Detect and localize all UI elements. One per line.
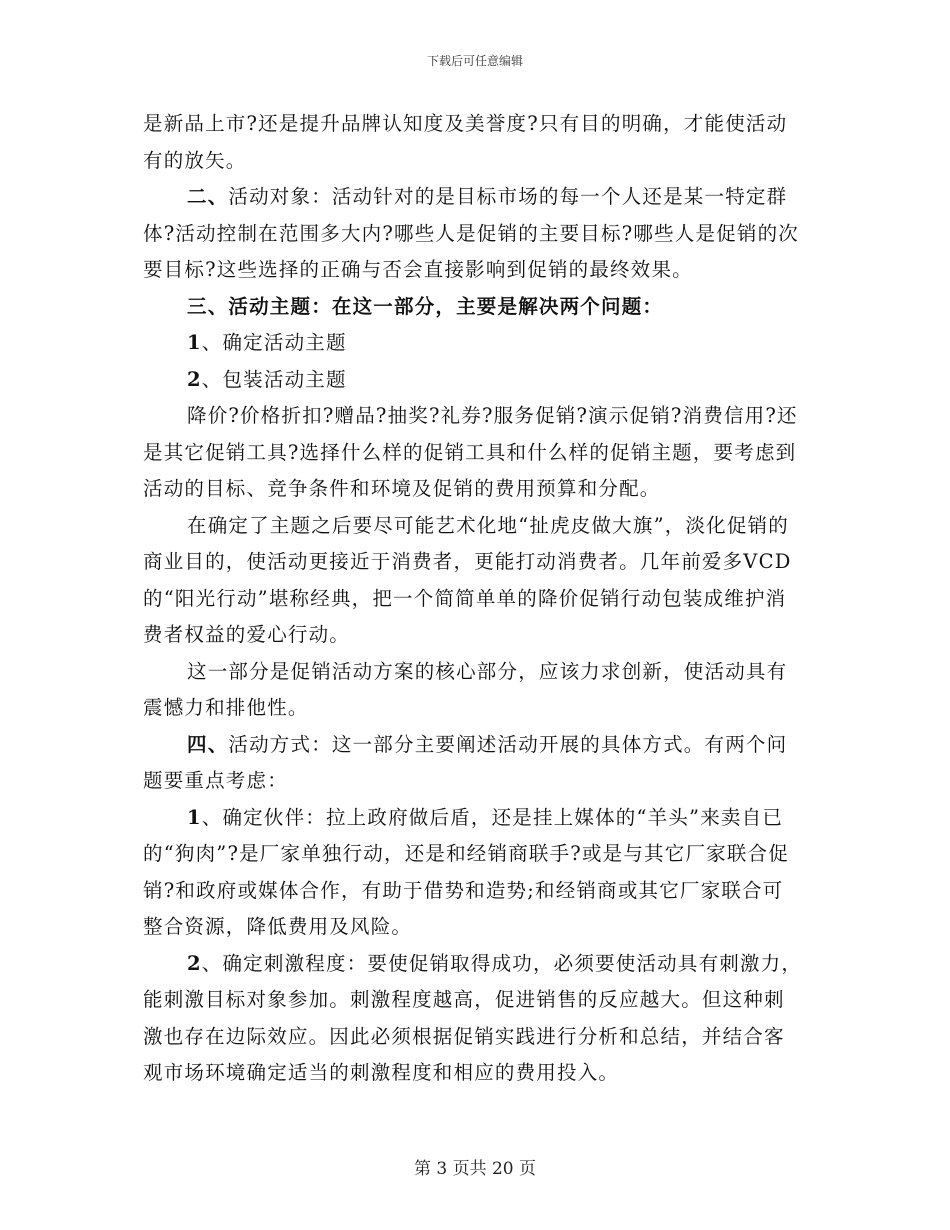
paragraph-artistic-theme: 在确定了主题之后要尽可能艺术化地“扯虎皮做大旗”，淡化促销的商业目的，使活动更接近于消费者，更能打动消费者。几年前爱多VCD的“阳光行动”堪称经典，把一个简简单单的降价促销行动包装成维护消费者权益的爱心行动。 <box>143 513 792 646</box>
list-item-package-theme: 2、包装活动主题 <box>187 367 347 391</box>
paragraph-core-part: 这一部分是促销活动方案的核心部分，应该力求创新，使活动具有震憾力和排他性。 <box>143 659 788 719</box>
document-body <box>143 106 803 1092</box>
list-item-confirm-theme: 1、确定活动主题 <box>187 331 347 354</box>
paragraph-activity-target: 二、活动对象：活动针对的是目标市场的每一个人还是某一特定群体?活动控制在范围多大内?哪些人是促销的主要目标?哪些人是促销的次要目标?这些选择的正确与否会直接影响到促销的最终效果。 <box>143 185 799 281</box>
section-number: 四、 <box>187 732 229 756</box>
section-heading-theme: 三、活动主题：在这一部分，主要是解决两个问题： <box>187 294 664 318</box>
section-number: 二、 <box>187 185 229 208</box>
page-header: 下载后可任意编辑 <box>426 54 523 68</box>
list-item-partners: 1、确定伙伴：拉上政府做后盾，还是挂上媒体的“羊头”来卖自已的“狗肉”?是厂家单独行动，还是和经销商联手?或是与其它厂家联合促销?和政府或媒体合作，有助于借势和造势;和经销商或其它厂家联合可整合资源，降低费用及风险。 <box>143 805 789 938</box>
list-item-stimulus-level: 2、确定刺激程度：要使促销取得成功，必须要使活动具有刺激力，能刺激目标对象参加。刺激程度越高，促进销售的反应越大。但这种刺激也存在边际效应。因此必须根据促销实践进行分析和总结，并结合客观市场环境确定适当的刺激程度和相应的费用投入。 <box>143 951 803 1084</box>
paragraph-objective-continued: 是新品上市?还是提升品牌认知度及美誉度?只有目的明确，才能使活动有的放矢。 <box>143 112 788 172</box>
paragraph-activity-method: 四、活动方式：这一部分主要阐述活动开展的具体方式。有两个问题要重点考虑： <box>143 732 788 792</box>
paragraph-promo-tools: 降价?价格折扣?赠品?抽奖?礼券?服务促销?演示促销?消费信用?还是其它促销工具?选择什么样的促销工具和什么样的促销主题，要考虑到活动的目标、竞争条件和环境及促销的费用预算和分配。 <box>143 404 798 500</box>
page-number-footer: 第 3 页共 20 页 <box>413 1159 537 1179</box>
